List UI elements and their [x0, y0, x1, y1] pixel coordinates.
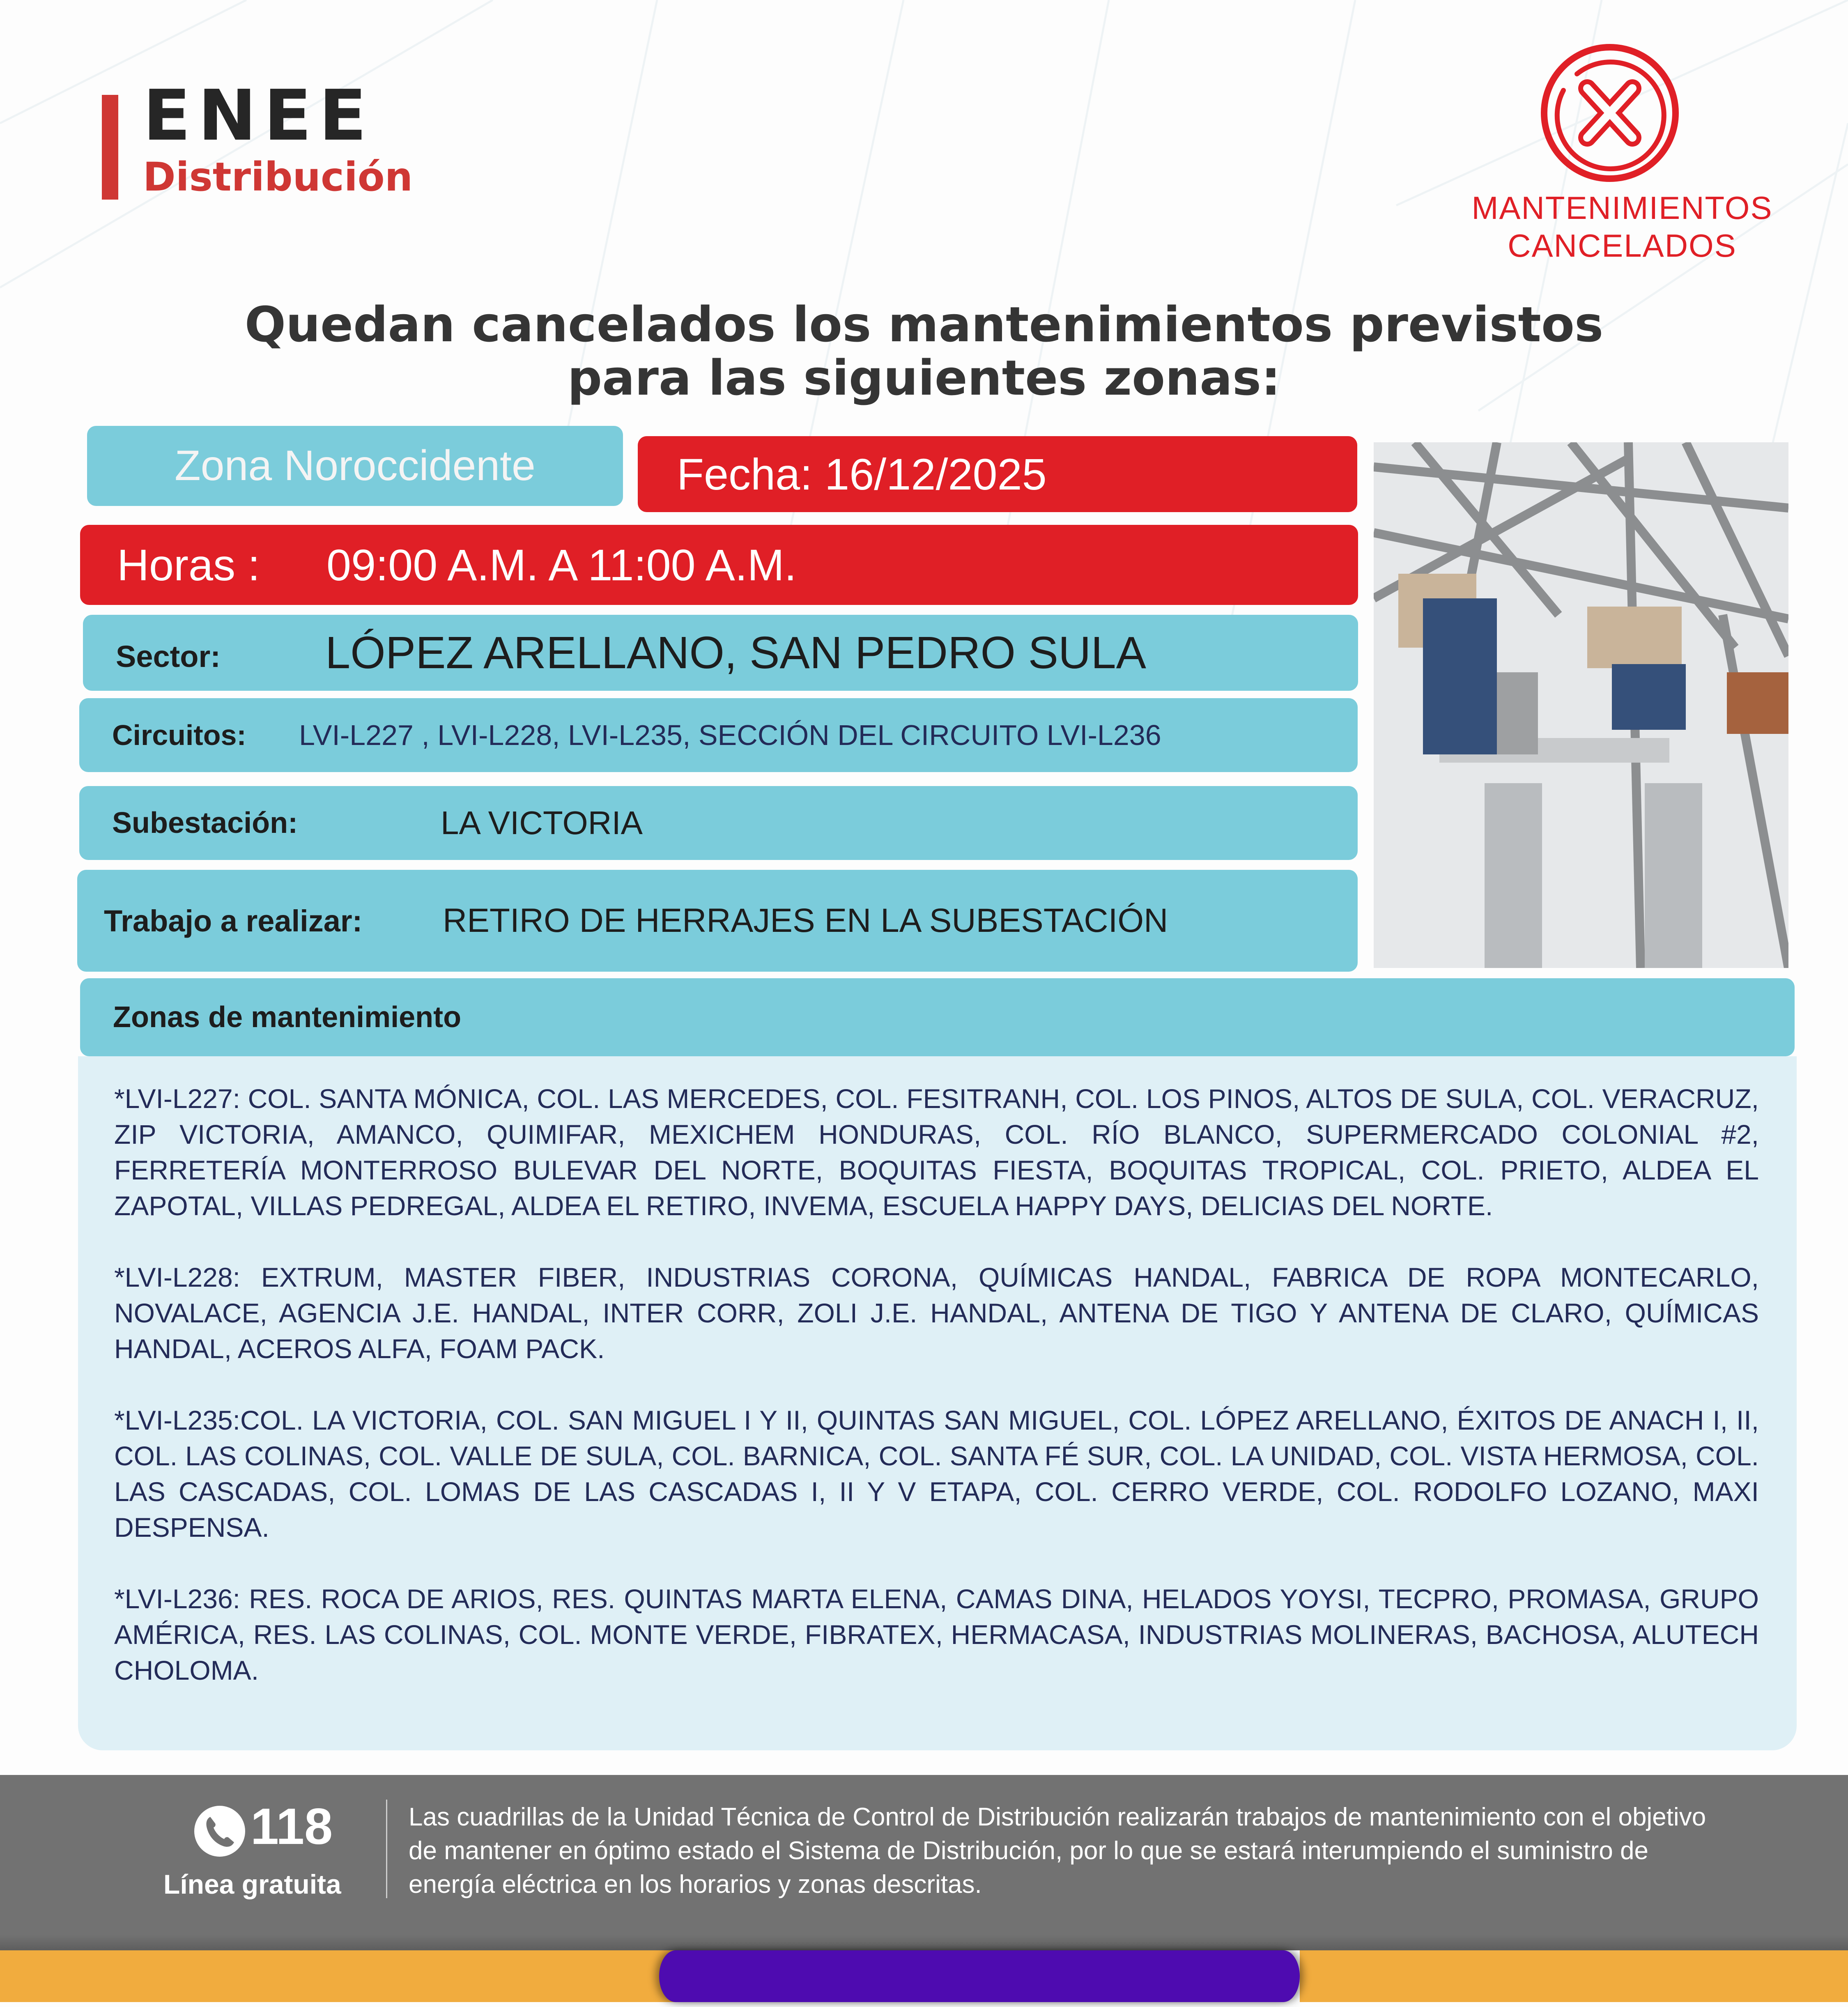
- footer-notice: Las cuadrillas de la Unidad Técnica de Control de Distribución realizarán trabajos de mantenimiento con el objetivo de mantener en óptimo estado el Sistema de Distribución, por lo que se estará interumpiendo el suministro de energía eléctrica en los horarios y zonas descritas.: [409, 1803, 1706, 1899]
- hours-label: Horas :: [117, 540, 260, 590]
- zone-item-lvi-l228: *LVI-L228: EXTRUM, MASTER FIBER, INDUSTRIAS CORONA, QUÍMICAS HANDAL, FABRICA DE ROPA MONTECARLO, NOVALACE, AGENCIA J.E. HANDAL, INTER CORR, ZOLI J.E. HANDAL, ANTENA DE TIGO Y ANTENA DE CLARO, QUÍMICAS HANDAL, ACEROS ALFA, FOAM PACK.: [114, 1262, 1759, 1364]
- circuits-label: Circuitos:: [112, 719, 246, 751]
- hours-value: 09:00 A.M. A 11:00 A.M.: [326, 540, 797, 590]
- cancel-x-circle-icon: [1538, 41, 1682, 185]
- footer-divider: [386, 1800, 387, 1898]
- title-line-2: para las siguientes zonas:: [567, 349, 1281, 406]
- bottom-stripe-right: [1300, 1950, 1848, 2002]
- title-line-1: Quedan cancelados los mantenimientos previstos: [244, 296, 1604, 353]
- footer-shadow: [0, 1935, 1848, 1950]
- zone-item-lvi-l227: *LVI-L227: COL. SANTA MÓNICA, COL. LAS MERCEDES, COL. FESITRANH, COL. LOS PINOS, ALTOS DE SULA, COL. VERACRUZ, ZIP VICTORIA, AMANCO, QUIMIFAR, MEXICHEM HONDURAS, COL. RÍO BLANCO, SUPERMERCADO COLONIAL #2, FERRETERÍA MONTERROSO BULEVAR DEL NORTE, BOQUITAS FIESTA, BOQUITAS TROPICAL, COL. PRIETO, ALDEA EL ZAPOTAL, VILLAS PEDREGAL, ALDEA EL RETIRO, INVEMA, ESCUELA HAPPY DAYS, DELICIAS DEL NORTE.: [114, 1083, 1759, 1221]
- zone-badge: [87, 426, 623, 506]
- circuits-card: [79, 698, 1358, 772]
- enee-logo: [102, 75, 455, 207]
- date-card: [638, 436, 1357, 512]
- cancel-badge-label: [1417, 189, 1827, 264]
- hours-card: [80, 525, 1358, 605]
- zones-list: [78, 1056, 1797, 1750]
- work-value: RETIRO DE HERRAJES EN LA SUBESTACIÓN: [443, 902, 1168, 939]
- substation-value: LA VICTORIA: [441, 805, 643, 841]
- work-label: Trabajo a realizar:: [104, 903, 363, 938]
- phone-icon: [193, 1805, 246, 1858]
- bottom-stripe-center: [659, 1950, 1300, 2002]
- substation-label: Subestación:: [112, 807, 298, 839]
- sector-value: LÓPEZ ARELLANO, SAN PEDRO SULA: [325, 628, 1147, 678]
- hotline-number: 118: [251, 1798, 333, 1855]
- work-card: [77, 870, 1358, 972]
- badge-line-2: CANCELADOS: [1508, 228, 1737, 264]
- zone-item-lvi-l236: *LVI-L236: RES. ROCA DE ARIOS, RES. QUINTAS MARTA ELENA, CAMAS DINA, HELADOS YOYSI, TECPRO, PROMASA, GRUPO AMÉRICA, RES. LAS COLINAS, COL. MONTE VERDE, FIBRATEX, HERMACASA, INDUSTRIAS MOLINERAS, BACHOSA, ALUTECH CHOLOMA.: [114, 1584, 1759, 1685]
- zone-name: Zona Noroccidente: [175, 442, 536, 490]
- date-value: Fecha: 16/12/2025: [677, 449, 1047, 499]
- logo-subtitle: Distribución: [143, 154, 413, 200]
- bottom-stripe-left: [0, 1950, 678, 2002]
- page-title: [82, 298, 1766, 405]
- logo-wordmark: ENEE: [143, 75, 374, 156]
- hotline-label: Línea gratuita: [163, 1869, 341, 1899]
- substation-card: [79, 786, 1358, 860]
- circuits-value: LVI-L227 , LVI-L228, LVI-L235, SECCIÓN DEL CIRCUITO LVI-L236: [299, 719, 1161, 751]
- sector-label: Sector:: [116, 639, 221, 674]
- badge-line-1: MANTENIMIENTOS: [1471, 190, 1773, 226]
- sector-card: [83, 615, 1358, 691]
- logo-tower-mark: [102, 95, 118, 200]
- zones-header-label: Zonas de mantenimiento: [113, 1001, 462, 1034]
- linemen-photo: [1374, 442, 1788, 968]
- zone-item-lvi-l235: *LVI-L235:COL. LA VICTORIA, COL. SAN MIGUEL I Y II, QUINTAS SAN MIGUEL, COL. LÓPEZ ARELLANO, ÉXITOS DE ANACH I, II, COL. LAS COLINAS, COL. VALLE DE SULA, COL. BARNICA, COL. SANTA FÉ SUR, COL. LA UNIDAD, COL. VISTA HERMOSA, COL. LAS CASCADAS, COL. LOMAS DE LAS CASCADAS I, II Y V ETAPA, COL. CERRO VERDE, COL. RODOLFO LOZANO, MAXI DESPENSA.: [114, 1405, 1759, 1543]
- zones-header: [80, 978, 1795, 1056]
- footer: [0, 1775, 1848, 1946]
